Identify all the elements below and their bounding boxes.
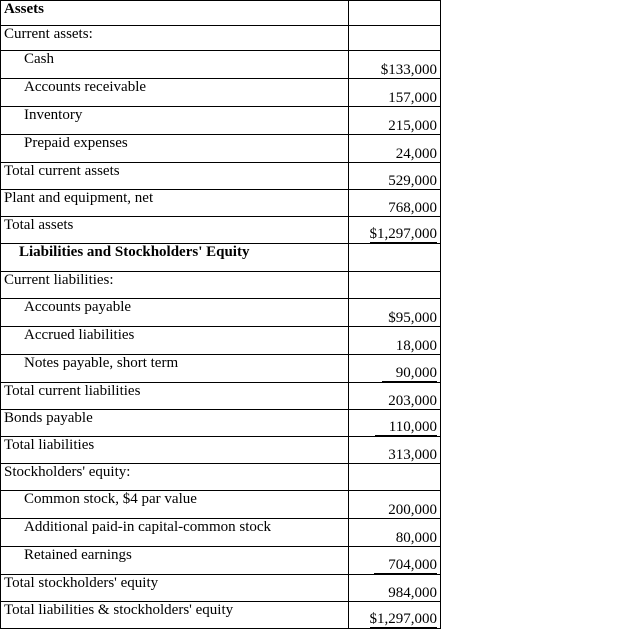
table-row (1, 299, 441, 327)
total-current-liabilities-value: 203,000 (349, 383, 441, 410)
total-equity-value: 984,000 (349, 575, 441, 602)
current-assets-heading: Current assets: (1, 26, 349, 51)
table-row (1, 355, 441, 383)
liabilities-equity-heading: Liabilities and Stockholders' Equity (1, 244, 349, 272)
notes-payable-value: 90,000 (382, 365, 437, 382)
total-assets-cell (349, 217, 441, 244)
empty-cell (349, 464, 441, 491)
empty-cell (349, 244, 441, 272)
total-current-assets-label: Total current assets (1, 163, 349, 190)
prepaid-expenses-value: 24,000 (349, 135, 441, 163)
accounts-receivable-label: Accounts receivable (1, 79, 349, 107)
table-row (1, 464, 441, 491)
total-liabilities-value: 313,000 (349, 437, 441, 464)
table-row (1, 437, 441, 464)
table-row (1, 190, 441, 217)
retained-earnings-label: Retained earnings (1, 547, 349, 575)
table-row (1, 79, 441, 107)
bonds-payable-value: 110,000 (375, 419, 437, 436)
table-row (1, 491, 441, 519)
cash-label: Cash (1, 51, 349, 79)
cash-value: $133,000 (349, 51, 441, 79)
inventory-label: Inventory (1, 107, 349, 135)
table-row (1, 272, 441, 299)
table-row (1, 26, 441, 51)
retained-earnings-cell (349, 547, 441, 575)
total-current-liabilities-label: Total current liabilities (1, 383, 349, 410)
total-assets-value: $1,297,000 (369, 226, 437, 242)
common-stock-value: 200,000 (349, 491, 441, 519)
additional-paid-in-label: Additional paid-in capital-common stock (1, 519, 349, 547)
table-row (1, 51, 441, 79)
accounts-payable-value: $95,000 (349, 299, 441, 327)
total-liabilities-label: Total liabilities (1, 437, 349, 464)
table-row (1, 244, 441, 272)
plant-equipment-label: Plant and equipment, net (1, 190, 349, 217)
table-row (1, 107, 441, 135)
prepaid-expenses-label: Prepaid expenses (1, 135, 349, 163)
total-liabilities-equity-label: Total liabilities & stockholders' equity (1, 602, 349, 629)
table-row (1, 519, 441, 547)
table-row (1, 135, 441, 163)
accounts-payable-label: Accounts payable (1, 299, 349, 327)
bonds-payable-cell (349, 410, 441, 437)
table-row (1, 575, 441, 602)
total-liabilities-equity-value: $1,297,000 (369, 611, 437, 627)
additional-paid-in-value: 80,000 (349, 519, 441, 547)
notes-payable-label: Notes payable, short term (1, 355, 349, 383)
stockholders-equity-heading: Stockholders' equity: (1, 464, 349, 491)
plant-equipment-value: 768,000 (349, 190, 441, 217)
table-row (1, 217, 441, 244)
table-row (1, 410, 441, 437)
accrued-liabilities-label: Accrued liabilities (1, 327, 349, 355)
current-liabilities-heading: Current liabilities: (1, 272, 349, 299)
accounts-receivable-value: 157,000 (349, 79, 441, 107)
bonds-payable-label: Bonds payable (1, 410, 349, 437)
empty-cell (349, 1, 441, 26)
assets-heading: Assets (1, 1, 349, 26)
empty-cell (349, 272, 441, 299)
table-row (1, 163, 441, 190)
total-current-assets-value: 529,000 (349, 163, 441, 190)
retained-earnings-value: 704,000 (374, 557, 437, 574)
inventory-value: 215,000 (349, 107, 441, 135)
accrued-liabilities-value: 18,000 (349, 327, 441, 355)
total-assets-label: Total assets (1, 217, 349, 244)
total-equity-label: Total stockholders' equity (1, 575, 349, 602)
common-stock-label: Common stock, $4 par value (1, 491, 349, 519)
table-row (1, 602, 441, 629)
total-liabilities-equity-cell (349, 602, 441, 629)
table-row (1, 547, 441, 575)
empty-cell (349, 26, 441, 51)
notes-payable-cell (349, 355, 441, 383)
table-row (1, 327, 441, 355)
table-row (1, 1, 441, 26)
table-row (1, 383, 441, 410)
